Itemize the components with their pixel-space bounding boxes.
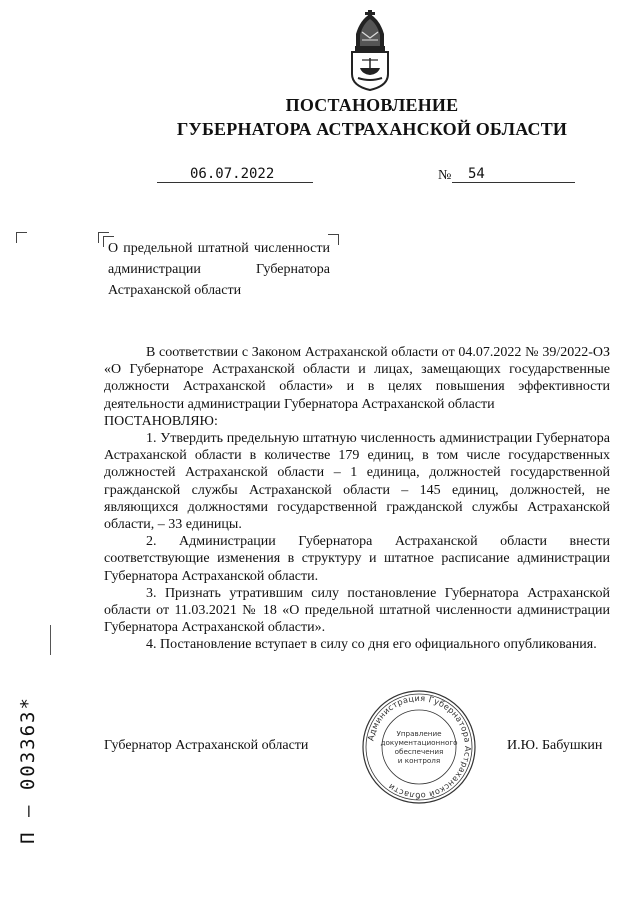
coat-of-arms-emblem xyxy=(346,8,394,92)
resolve-heading: ПОСТАНОВЛЯЮ: xyxy=(104,413,218,429)
signatory-position: Губернатор Астраханской области xyxy=(104,738,309,753)
svg-text:обеспечения: обеспечения xyxy=(394,747,444,756)
svg-text:Управление: Управление xyxy=(396,729,442,738)
svg-text:и контроля: и контроля xyxy=(397,756,441,765)
item-paragraph-2: 2. Администрации Губернатора Астраханской области внести соответствующие изменения в структуру и штатное расписание администрации Губернатора Астраханской области. xyxy=(104,534,610,584)
svg-text:документационного: документационного xyxy=(380,738,458,747)
document-title-line1: ПОСТАНОВЛЕНИЕ xyxy=(285,95,459,115)
margin-mark xyxy=(50,625,51,655)
left-corner-mark xyxy=(16,232,27,243)
date-underline xyxy=(157,182,313,183)
item-paragraph-1: 1. Утвердить предельную штатную численность администрации Губернатора Астраханской области в количестве 179 единиц, в том числе государственных должностей Астраханской области – 1 единица, должностей государственной гражданской службы Астраханской области – 145 единиц, должностей, не являющихся должностями государственной гражданской службы Астраханской области, – 33 единицы. xyxy=(104,431,610,533)
document-body xyxy=(104,344,610,654)
document-date: 06.07.2022 xyxy=(190,166,275,182)
document-number: 54 xyxy=(468,166,485,182)
document-subject: О предельной штатной численности администрации Губернатора Астраханской области xyxy=(108,241,330,298)
registration-number: П – 003363* xyxy=(17,696,39,844)
office-stamp xyxy=(360,688,478,806)
item-paragraph-4: 4. Постановление вступает в силу со дня его официального опубликования. xyxy=(146,637,597,653)
svg-text:Администрация Губернатора Астр: Администрация Губернатора Астраханской области xyxy=(365,692,474,802)
item-paragraph-3: 3. Признать утратившим силу постановление Губернатора Астраханской области от 11.03.2021 № 18 «О предельной штатной численности администрации Губернатора Астраханской области». xyxy=(104,585,610,636)
document-title-line2: ГУБЕРНАТОРА АСТРАХАНСКОЙ ОБЛАСТИ xyxy=(176,119,568,139)
number-underline xyxy=(452,182,575,183)
number-sign: № xyxy=(438,168,452,183)
preamble-paragraph: В соответствии с Законом Астраханской области от 04.07.2022 № 39/2022-ОЗ «О Губернаторе Астраханской области и лицах, замещающих государственные должности Астраханской области» и в целях повышения эффективности деятельности администрации Губернатора Астраханской области xyxy=(104,345,610,412)
signatory-name: И.Ю. Бабушкин xyxy=(507,738,603,753)
